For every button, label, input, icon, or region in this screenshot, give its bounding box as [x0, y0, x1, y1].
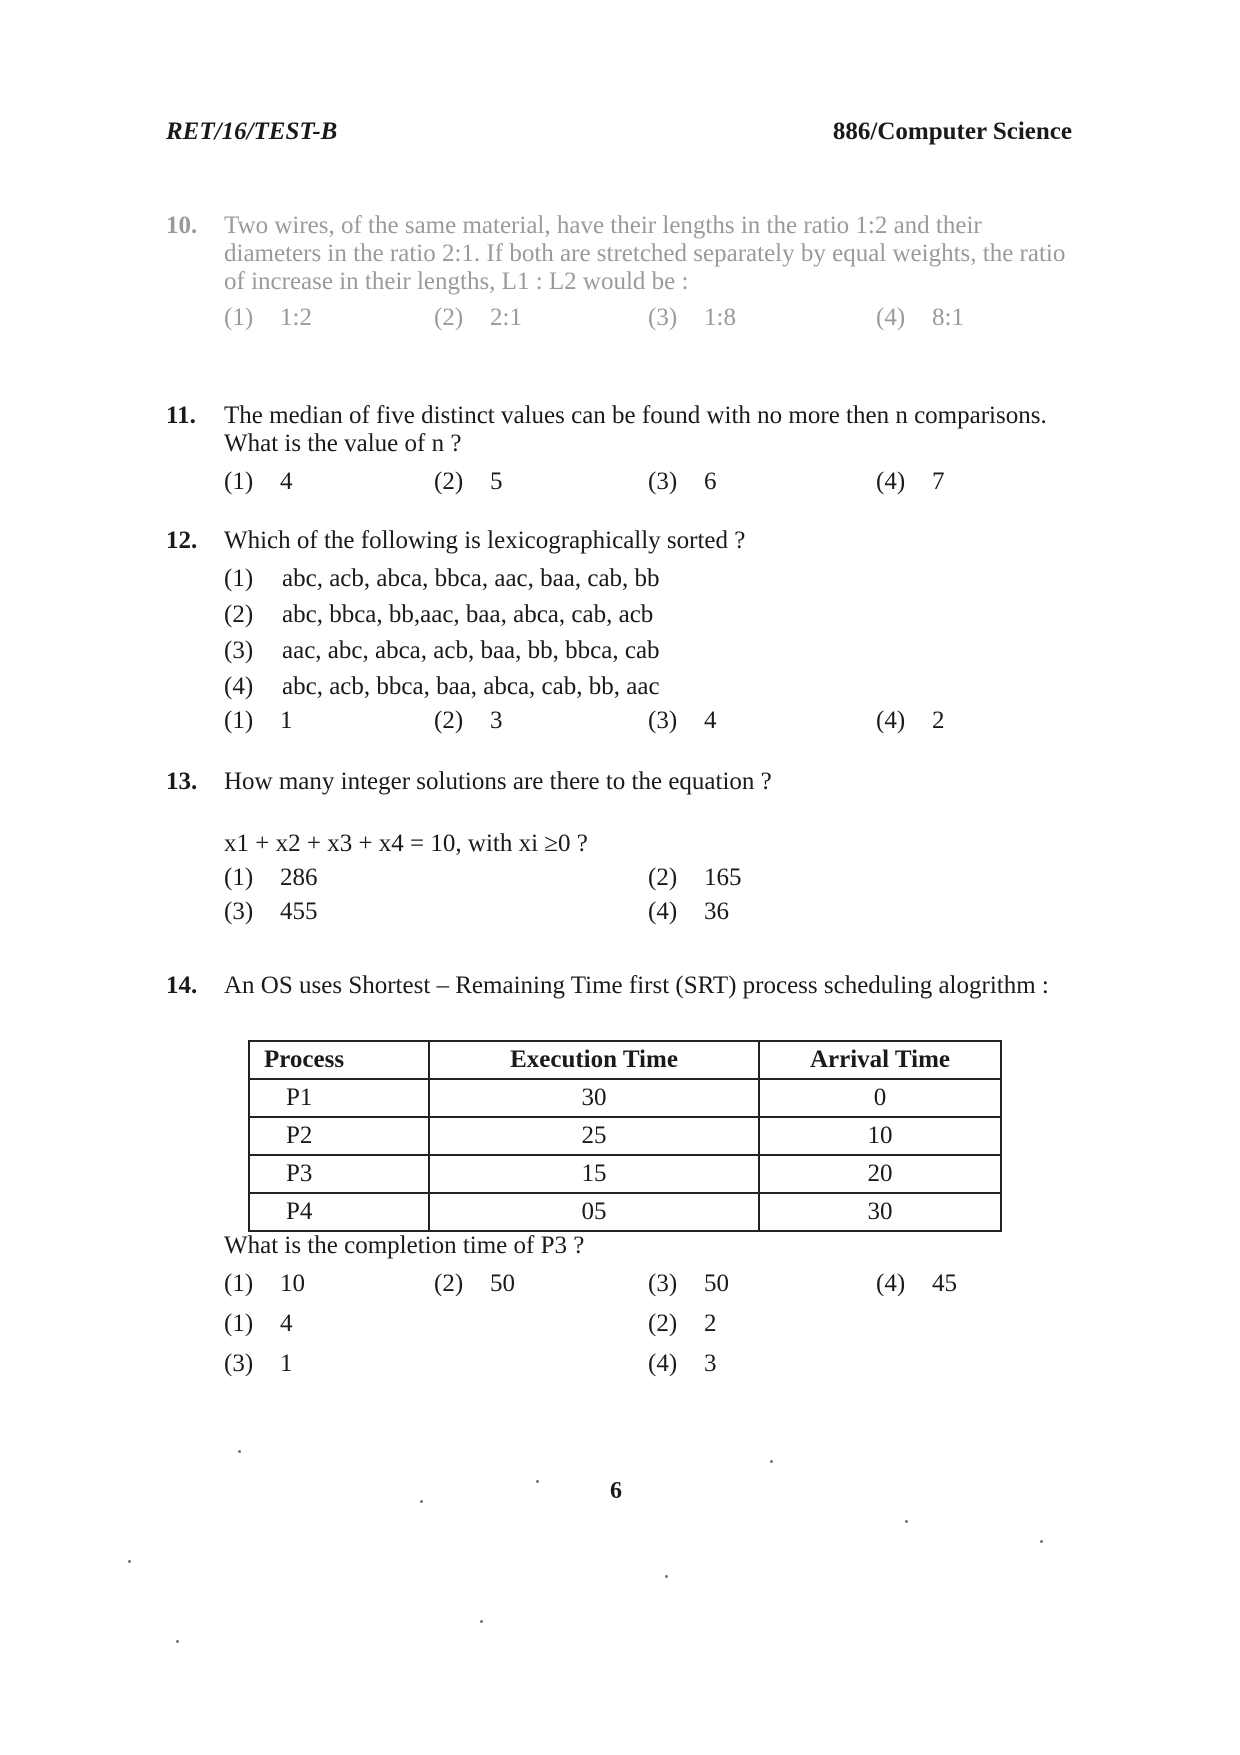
scan-speck — [420, 1500, 423, 1503]
option-4: (4) 8:1 — [876, 304, 964, 331]
question-number: 11. — [166, 402, 196, 429]
options-row — [166, 1270, 1076, 1300]
option-2: (2) 3 — [434, 707, 503, 734]
option-2: (2) 50 — [434, 1270, 515, 1297]
table-cell: P2 — [249, 1117, 429, 1155]
table-cell: 10 — [759, 1117, 1001, 1155]
extra-option-2: (2) 2 — [648, 1310, 717, 1337]
option-1: (1) 286 — [224, 864, 318, 891]
option-3: (3) 4 — [648, 707, 717, 734]
table-row — [249, 1193, 1001, 1231]
option-4: (4) 2 — [876, 707, 945, 734]
sub-question-text: What is the completion time of P3 ? — [224, 1232, 585, 1259]
option-1: (1) 1 — [224, 707, 293, 734]
options-row — [166, 707, 1076, 737]
option-2: (2) 2:1 — [434, 304, 522, 331]
scan-speck — [176, 1640, 179, 1643]
question-text: An OS uses Shortest – Remaining Time first (SRT) process scheduling alogrithm : — [224, 972, 1049, 999]
question-12 — [166, 527, 1076, 737]
question-text: Two wires, of the same material, have their lengths in the ratio 1:2 and their diameters in the ratio 2:1. If both are stretched separately by equal weights, the ratio of increase in their lengths, L1 : L2 would be : — [224, 212, 1066, 295]
extra-options-row-2 — [166, 1350, 1076, 1380]
scan-speck — [1040, 1540, 1043, 1543]
table-row — [249, 1117, 1001, 1155]
option-3: (3) 1:8 — [648, 304, 736, 331]
table-cell: P4 — [249, 1193, 429, 1231]
process-table — [248, 1040, 1002, 1232]
scan-speck — [665, 1575, 668, 1578]
option-2: (2) 5 — [434, 468, 503, 495]
option-3: (3) 455 — [224, 898, 318, 925]
option-1: (1) 1:2 — [224, 304, 312, 331]
scan-speck — [770, 1460, 773, 1463]
question-number: 12. — [166, 527, 198, 554]
question-10 — [166, 212, 1076, 334]
scan-speck — [480, 1620, 483, 1623]
scan-speck — [536, 1480, 539, 1483]
table-cell: 30 — [429, 1079, 759, 1117]
column-header: Execution Time — [429, 1041, 759, 1079]
scan-speck — [905, 1520, 908, 1523]
option-4: (4) 7 — [876, 468, 945, 495]
table-cell: 20 — [759, 1155, 1001, 1193]
question-13 — [166, 768, 1076, 928]
extra-options-row-1 — [166, 1310, 1076, 1340]
table-cell: 05 — [429, 1193, 759, 1231]
options-row — [166, 468, 1076, 498]
question-text: Which of the following is lexicographically sorted ? — [224, 527, 746, 554]
statement-4: (4) abc, acb, bbca, baa, abca, cab, bb, aac — [224, 673, 660, 700]
table-cell: 15 — [429, 1155, 759, 1193]
option-3: (3) 50 — [648, 1270, 729, 1297]
question-number: 13. — [166, 768, 198, 795]
column-header: Process — [249, 1041, 429, 1079]
page-number: 6 — [610, 1478, 622, 1504]
statements-list — [166, 561, 1076, 705]
question-14 — [166, 972, 1076, 1000]
statement-1: (1) abc, acb, abca, bbca, aac, baa, cab, bb — [224, 565, 660, 592]
extra-option-3: (3) 1 — [224, 1350, 293, 1377]
options-row — [166, 304, 1076, 334]
statement-2: (2) abc, bbca, bb,aac, baa, abca, cab, acb — [224, 601, 654, 628]
table-cell: P1 — [249, 1079, 429, 1117]
options-row-1 — [166, 864, 1076, 894]
table-cell: 0 — [759, 1079, 1001, 1117]
table-row — [249, 1155, 1001, 1193]
column-header: Arrival Time — [759, 1041, 1001, 1079]
option-2: (2) 165 — [648, 864, 742, 891]
question-text: How many integer solutions are there to the equation ? — [224, 768, 772, 795]
question-number: 14. — [166, 972, 198, 999]
question-11 — [166, 402, 1076, 498]
extra-option-1: (1) 4 — [224, 1310, 293, 1337]
paper-code: RET/16/TEST-B — [166, 118, 338, 145]
table-cell: 30 — [759, 1193, 1001, 1231]
table-row — [249, 1079, 1001, 1117]
option-4: (4) 36 — [648, 898, 729, 925]
option-1: (1) 4 — [224, 468, 293, 495]
question-14-followup — [166, 1232, 1076, 1380]
equation: x1 + x2 + x3 + x4 = 10, with xi ≥0 ? — [224, 830, 588, 857]
option-1: (1) 10 — [224, 1270, 305, 1297]
question-text: The median of five distinct values can be found with no more then n comparisons. What is the value of n ? — [224, 402, 1047, 457]
extra-option-4: (4) 3 — [648, 1350, 717, 1377]
scan-speck — [128, 1560, 131, 1563]
option-3: (3) 6 — [648, 468, 717, 495]
table-cell: P3 — [249, 1155, 429, 1193]
table-header-row — [249, 1041, 1001, 1079]
scan-speck — [238, 1450, 241, 1453]
statement-3: (3) aac, abc, abca, acb, baa, bb, bbca, cab — [224, 637, 660, 664]
options-row-2 — [166, 898, 1076, 928]
subject-title: 886/Computer Science — [832, 118, 1072, 145]
question-number: 10. — [166, 212, 198, 239]
option-4: (4) 45 — [876, 1270, 957, 1297]
table-cell: 25 — [429, 1117, 759, 1155]
